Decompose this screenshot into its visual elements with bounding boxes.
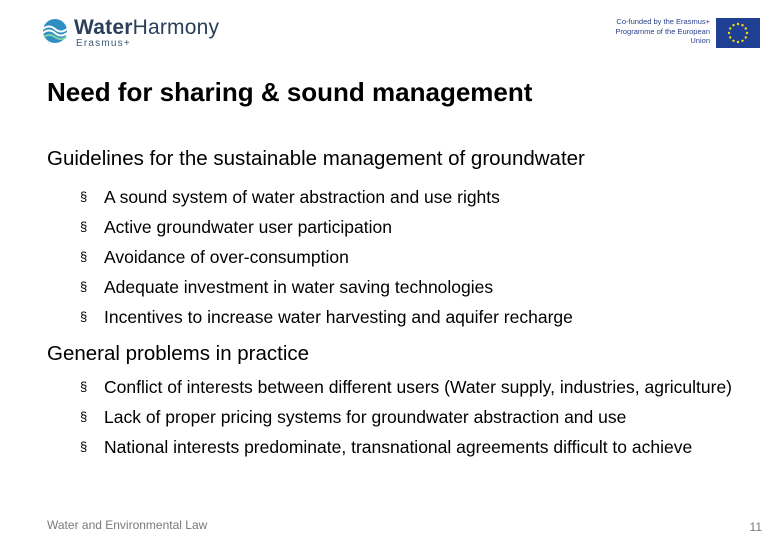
list-item: § National interests predominate, transnational agreements difficult to achieve: [80, 437, 693, 457]
eu-cofunding-logo: [610, 16, 760, 48]
eu-star-icon: [728, 32, 730, 34]
eu-star-icon: [729, 36, 731, 38]
section-heading-problems: General problems in practice: [47, 342, 310, 365]
eu-flag-icon: [716, 18, 760, 48]
section-heading-guidelines: Guidelines for the sustainable management of groundwater: [47, 147, 585, 170]
bullet-icon: §: [80, 409, 88, 424]
eu-star-icon: [732, 24, 734, 26]
logo-wordmark: WaterHarmony: [74, 16, 220, 39]
guidelines-list: [78, 185, 758, 335]
list-item: § Active groundwater user participation: [80, 217, 392, 237]
list-item: § Adequate investment in water saving technologies: [80, 277, 494, 297]
eu-star-icon: [741, 24, 743, 26]
eu-cofunding-text: Co-funded by the Erasmus+ Programme of the European Union: [615, 17, 710, 45]
eu-star-icon: [741, 40, 743, 42]
list-item: § Incentives to increase water harvesting and aquifer recharge: [80, 307, 573, 327]
eu-star-icon: [745, 27, 747, 29]
list-item: § A sound system of water abstraction and use rights: [80, 187, 500, 207]
eu-star-icon: [729, 27, 731, 29]
eu-star-icon: [737, 41, 739, 43]
eu-star-icon: [745, 36, 747, 38]
list-item: § Lack of proper pricing systems for groundwater abstraction and use: [80, 407, 627, 427]
water-wave-logo-icon: [40, 18, 70, 44]
logo-subtitle: Erasmus+: [76, 38, 131, 49]
list-item: § Avoidance of over-consumption: [80, 247, 349, 267]
bullet-icon: §: [80, 279, 88, 294]
eu-star-icon: [732, 40, 734, 42]
bullet-icon: §: [80, 309, 88, 324]
eu-star-icon: [737, 23, 739, 25]
slide-title: Need for sharing & sound management: [47, 77, 533, 107]
bullet-icon: §: [80, 189, 88, 204]
eu-star-icon: [746, 32, 748, 34]
problems-list: [78, 375, 758, 465]
footer-course-name: Water and Environmental Law: [47, 518, 208, 532]
list-item: § Conflict of interests between different users (Water supply, industries, agriculture): [80, 377, 733, 397]
water-harmony-logo: [40, 16, 240, 48]
bullet-icon: §: [80, 379, 88, 394]
bullet-icon: §: [80, 439, 88, 454]
page-number: 11: [749, 520, 762, 534]
bullet-icon: §: [80, 219, 88, 234]
bullet-icon: §: [80, 249, 88, 264]
